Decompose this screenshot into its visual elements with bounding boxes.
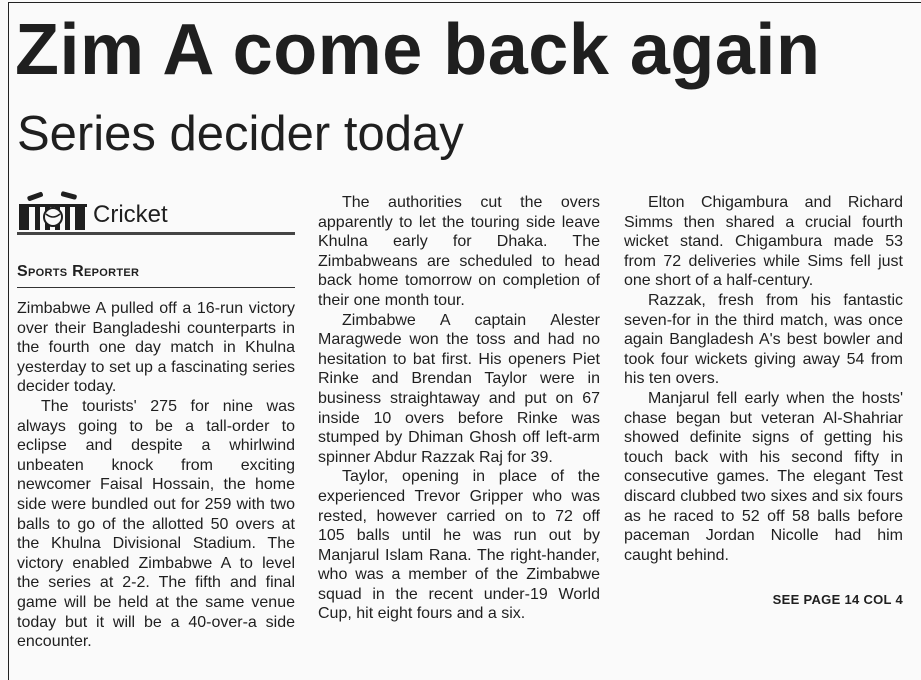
section-logo <box>17 190 295 240</box>
page-border-top <box>8 2 921 3</box>
article-column-1 <box>17 299 295 652</box>
cricket-stumps-ball-icon <box>17 190 89 232</box>
continuation-note: SEE PAGE 14 COL 4 <box>772 592 903 607</box>
headline: Zim A come back again <box>15 10 821 90</box>
paragraph: Zimbabwe A pulled off a 16-run victory over their Bangladeshi counterparts in the fourth one day match in Khulna yesterday to set up a fascinating series decider today. <box>17 300 295 396</box>
paragraph: Zimbabwe A captain Alester Maragwede won the toss and had no hesitation to bat first. His openers Piet Rinke and Brendan Taylor were in business straightaway and put on 67 inside 10 overs before Rinke was stumped by Dhiman Ghosh off left-arm spinner Abdur Razzak Raj for 39. <box>318 311 600 466</box>
paragraph: Elton Chigambura and Richard Simms then shared a crucial fourth wicket stand. Chigambura made 53 from 72 deliveries while Sims fell just one short of a half-century. <box>624 194 903 290</box>
article-column-2 <box>318 193 600 624</box>
paragraph: The tourists' 275 for nine was always going to be a tall-order to eclipse and despite a whirlwind unbeaten knock from exciting newcomer Faisal Hossain, the home side were bundled out for 259 with two balls to go of the allotted 50 overs at the Khulna Divisional Stadium. The victory enabled Zimbabwe A to level the series at 2-2. The fifth and final game will be held at the same venue today but it will be a 40-over-a side encounter. <box>17 397 295 651</box>
subheadline: Series decider today <box>17 107 464 161</box>
section-logo-bar <box>17 232 295 235</box>
article-column-3 <box>624 193 903 565</box>
section-label: Cricket <box>93 201 168 228</box>
byline: Sports Reporter <box>17 263 140 280</box>
paragraph: Razzak, fresh from his fantastic seven-for in the third match, was once again Bangladesh A's best bowler and took four wickets giving away 54 from his ten overs. <box>624 291 903 388</box>
paragraph: Taylor, opening in place of the experienced Trevor Gripper who was rested, however carried on to 72 off 105 balls until he was run out by Manjarul Islam Rana. The right-hander, who was a member of the Zimbabwe squad in the recent under-19 World Cup, hit eight fours and a six. <box>318 468 600 623</box>
page-border-left <box>8 2 9 680</box>
paragraph: Manjarul fell early when the hosts' chase began but veteran Al-Shahriar showed definite signs of getting his touch back with his second fifty in consecutive games. The elegant Test discard clubbed two sixes and six fours as he raced to 52 off 58 balls before paceman Jordan Nicolle had him caught behind. <box>624 389 903 564</box>
paragraph: The authorities cut the overs apparently to let the touring side leave Khulna early for Dhaka. The Zimbabweans are scheduled to head back home tomorrow on completion of their one month tour. <box>318 194 600 309</box>
byline-rule <box>17 287 295 288</box>
